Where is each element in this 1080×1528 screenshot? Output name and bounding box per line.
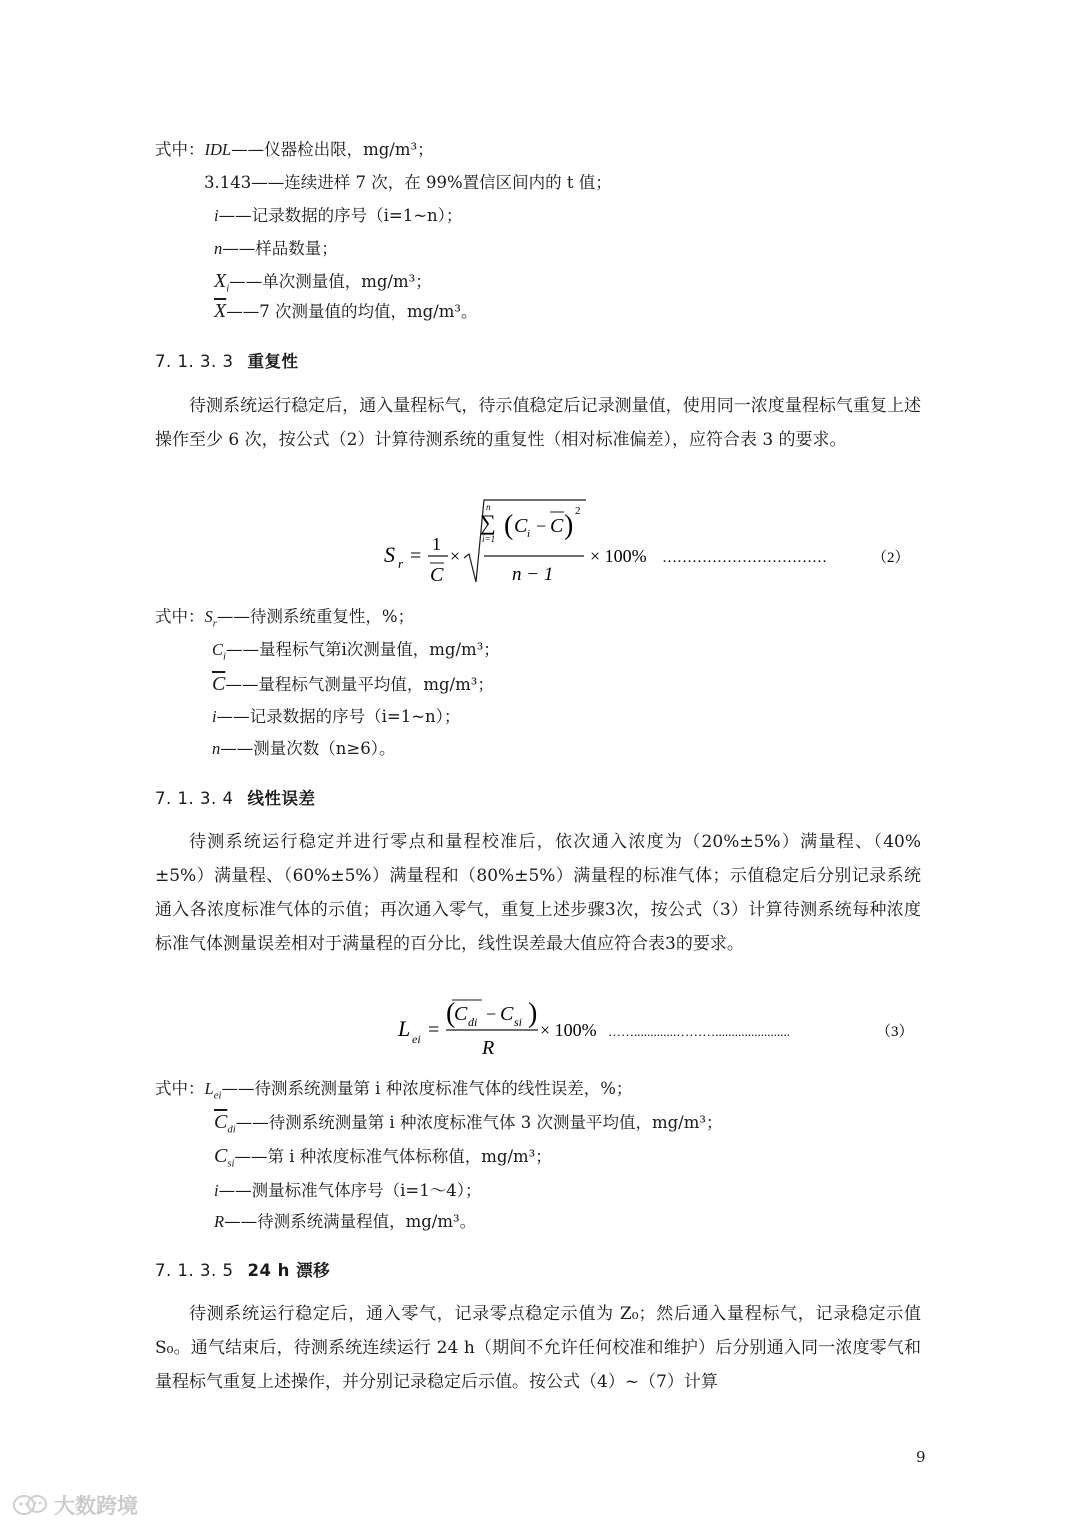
def-line-cdi xyxy=(214,1111,722,1140)
def-line-r xyxy=(214,1211,476,1233)
section-heading-drift xyxy=(155,1257,330,1281)
formula2-num1: 1 xyxy=(432,534,441,554)
formula3-label: （3） xyxy=(876,1024,914,1040)
cbar-symbol: $\overline{C}$ xyxy=(212,673,226,695)
section-title: 24 h 漂移 xyxy=(247,1261,331,1280)
formula3-cs-sub: si xyxy=(514,1015,523,1029)
r-description: ——待测系统满量程值，mg/m³。 xyxy=(224,1212,477,1231)
formula3-cd-sub: di xyxy=(468,1015,478,1029)
def-prefix: 式中： xyxy=(155,140,205,159)
def-prefix: 式中： xyxy=(155,1079,205,1098)
page-number: 9 xyxy=(916,1448,926,1466)
ci-description: ——量程标气第i次测量值，mg/m³； xyxy=(226,640,500,659)
section-heading-linearity xyxy=(155,785,315,809)
section-number: 7. 1. 3. 5 xyxy=(155,1261,234,1280)
def-line-i-2 xyxy=(212,706,460,728)
n-description: ——测量次数（n≥6）。 xyxy=(220,739,396,758)
formula2-dots: …………………………… xyxy=(662,550,827,566)
idl-symbol: IDL xyxy=(204,140,232,159)
def-line-lei xyxy=(155,1078,632,1106)
formula2-times: × xyxy=(450,546,461,566)
formula2-lhs-sub: r xyxy=(398,556,404,571)
formula3-percent: × 100% xyxy=(540,1020,597,1040)
csi-subscript: si xyxy=(227,1157,235,1170)
def-line-i xyxy=(214,205,462,227)
def-line-ci xyxy=(212,639,500,667)
def-line-sr xyxy=(155,606,414,634)
ci-subscript: i xyxy=(223,650,226,663)
formula3-rparen: ) xyxy=(528,998,538,1029)
formula-3 xyxy=(390,990,920,1060)
n-symbol: n xyxy=(214,239,223,258)
formula3-lhs-sub: ei xyxy=(412,1032,421,1046)
def-line-csi xyxy=(214,1145,552,1174)
formula2-minus: − xyxy=(536,516,547,536)
xi-description: ——单次测量值，mg/m³； xyxy=(229,272,432,291)
lei-symbol: L xyxy=(204,1079,214,1098)
formula2-den1: C xyxy=(430,564,444,586)
watermark-logo-icon xyxy=(12,1492,48,1518)
xbar-symbol: $\overline{X}$ xyxy=(214,300,227,322)
csi-description: ——第 i 种浓度标准气体标称值，mg/m³； xyxy=(234,1147,552,1166)
formula2-percent: × 100% xyxy=(590,546,647,566)
cdi-symbol: $\overline{C}$ xyxy=(214,1111,228,1133)
ci-symbol: C xyxy=(212,640,224,659)
def-line-xi xyxy=(214,270,432,299)
formula3-cs: C xyxy=(500,1003,514,1025)
cdi-description: ——待测系统测量第 i 种浓度标准气体 3 次测量平均值，mg/m³； xyxy=(235,1113,723,1132)
formula2-label: （2） xyxy=(872,550,910,566)
drift-paragraph: 待测系统运行稳定后，通入零气，记录零点稳定示值为 Z₀；然后通入量程标气，记录稳定示值 S₀。通气结束后，待测系统连续运行 24 h（期间不允许任何校准和维护）后分别通入同一浓度零气和量程标气重复上述操作，并分别记录稳定后示值。按公式（4）~（7）计算 xyxy=(155,1304,921,1392)
cbar-description: ——量程标气测量平均值，mg/m³； xyxy=(225,675,494,694)
xbar-description: ——7 次测量值的均值，mg/m³。 xyxy=(226,302,478,321)
def-prefix: 式中： xyxy=(155,607,205,626)
watermark-text: 大数跨境 xyxy=(54,1494,138,1518)
formula2-sum-top: n xyxy=(486,502,491,512)
sr-subscript: r xyxy=(212,617,217,630)
formula3-equals: = xyxy=(428,1019,440,1041)
formula2-cbar: C xyxy=(550,515,564,537)
formula2-lparen: ( xyxy=(504,510,514,541)
n-symbol: n xyxy=(212,739,221,758)
def-line-t-value: 3.143——连续进样 7 次，在 99%置信区间内的 t 值； xyxy=(204,173,612,192)
repeatability-paragraph: 待测系统运行稳定后，通入量程标气，待示值稳定后记录测量值，使用同一浓度量程标气重复上述操作至少 6 次，按公式（2）计算待测系统的重复性（相对标准偏差），应符合表 3 的要求。 xyxy=(155,396,921,450)
csi-symbol: C xyxy=(214,1145,228,1167)
formula3-cd: C xyxy=(454,1003,468,1025)
i-symbol: i xyxy=(214,206,219,225)
formula3-den: R xyxy=(482,1037,495,1059)
r-symbol: R xyxy=(214,1212,225,1231)
xi-symbol: X xyxy=(214,270,227,292)
section-title: 重复性 xyxy=(247,352,299,371)
def-line-i-3 xyxy=(214,1180,481,1202)
formula3-minus: − xyxy=(486,1004,497,1024)
formula2-exp: 2 xyxy=(575,505,581,517)
formula3-lparen: ( xyxy=(446,998,456,1029)
def-line-cbar xyxy=(212,673,494,696)
idl-description: ——仪器检出限，mg/m³； xyxy=(231,140,434,159)
n-description: ——样品数量； xyxy=(222,239,338,258)
section-heading-repeatability xyxy=(155,348,298,372)
section-number: 7. 1. 3. 3 xyxy=(155,352,234,371)
i-description: ——记录数据的序号（i=1~n）； xyxy=(218,206,463,225)
i-symbol: i xyxy=(214,1181,219,1200)
formula2-sum-sign: ∑ xyxy=(480,510,496,535)
formula3-dots: …….............………....................... xyxy=(608,1024,790,1039)
def-line-n-2 xyxy=(212,738,395,760)
formula2-ci: C xyxy=(514,515,528,537)
i-description: ——测量标准气体序号（i=1～4）； xyxy=(218,1181,482,1200)
def-line-xbar xyxy=(214,300,478,323)
section-title: 线性误差 xyxy=(247,789,316,808)
def-line-idl xyxy=(155,139,434,161)
formula2-lhs: S xyxy=(384,542,395,567)
formula-2 xyxy=(380,496,920,588)
xi-subscript: i xyxy=(226,282,230,295)
formula2-den2: n − 1 xyxy=(512,564,554,585)
formula2-equals: = xyxy=(410,545,422,567)
linearity-paragraph: 待测系统运行稳定并进行零点和量程校准后，依次通入浓度为（20%±5%）满量程、（40%±5%）满量程、（60%±5%）满量程和（80%±5%）满量程的标准气体；示值稳定后分别记录系统通入各浓度标准气体的示值；再次通入零气，重复上述步骤3次，按公式（3）计算待测系统每种浓度标准气体测量误差相对于满量程的百分比，线性误差最大值应符合表3的要求。 xyxy=(155,832,921,954)
lei-subscript: ei xyxy=(213,1089,222,1102)
formula3-lhs: L xyxy=(398,1016,411,1041)
watermark xyxy=(12,1490,138,1520)
formula2-rparen: ) xyxy=(564,510,574,541)
formula2-sum-bottom: i=1 xyxy=(482,534,496,544)
i-description: ——记录数据的序号（i=1~n）； xyxy=(216,707,461,726)
lei-description: ——待测系统测量第 i 种浓度标准气体的线性误差，%； xyxy=(221,1079,633,1098)
cdi-subscript: di xyxy=(227,1123,236,1136)
formula2-ci-sub: i xyxy=(527,528,531,540)
sr-symbol: S xyxy=(204,607,213,626)
def-line-n xyxy=(214,238,338,260)
i-symbol: i xyxy=(212,707,217,726)
sr-description: ——待测系统重复性，%； xyxy=(216,607,415,626)
section-number: 7. 1. 3. 4 xyxy=(155,789,234,808)
